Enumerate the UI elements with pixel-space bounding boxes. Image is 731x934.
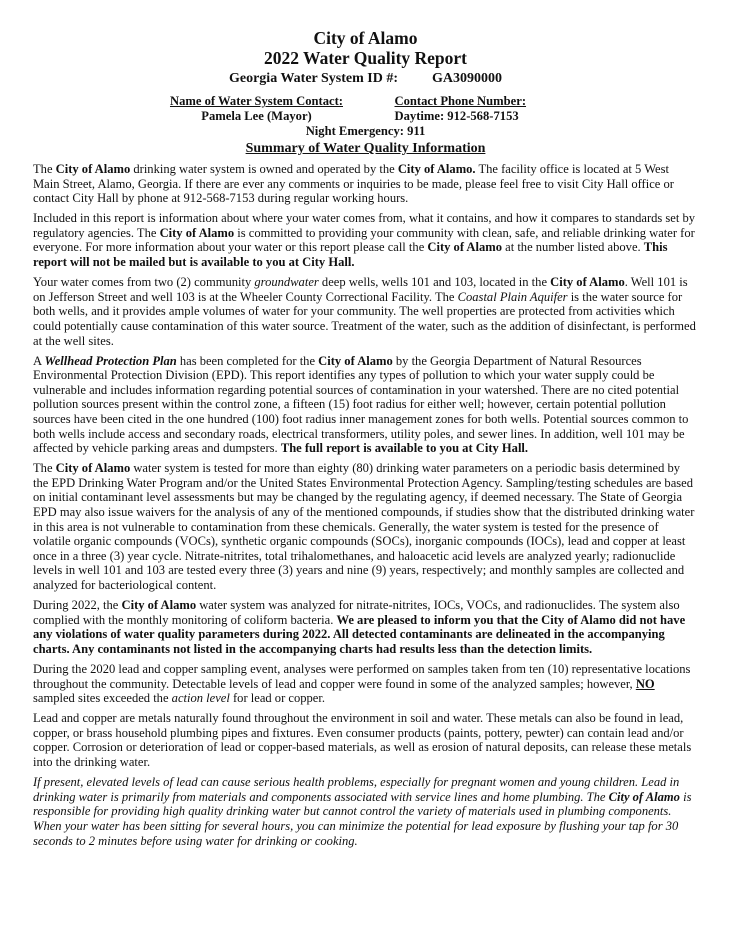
contact-name-column: [137, 94, 377, 124]
paragraph-lead-copper-sources: Lead and copper are metals naturally found throughout the environment in soil and water. These metals can also be found in lead, copper, or brass household plumbing pipes and fixtures. Even consumer products (paints, pottery, pewter) can contain lead and/or copper. Corrosion or deterioration of lead or copper-based materials, as well as erosion of natural deposits, can release these metals into the drinking water.: [33, 711, 692, 770]
paragraph-ownership: The City of Alamo drinking water system is owned and operated by the City of Alamo. The facility office is located at 5 West Main Street, Alamo, Georgia. If there are ever any comments or inquiries to be made, please feel free to visit City Hall office or contact City Hall by phone at 912-568-7153 during regular working hours.: [33, 162, 674, 206]
report-title-year: 2022 Water Quality Report: [263, 48, 468, 68]
paragraph-water-source: Your water comes from two (2) community groundwater deep wells, wells 101 and 103, located in the City of Alamo. Well 101 is on Jefferson Street and well 103 is at the Wheeler County Correctional Facility. The Coastal Plain Aquifer is the water source for both wells, and it provides ample volumes of water for your community. The well properties are protected from activities which could potentially cause contamination of this water source. Treatment of the water, such as the addition of disinfectant, is performed at the well sites.: [33, 275, 696, 348]
contact-name: Pamela Lee (Mayor): [201, 109, 312, 123]
contact-block: [33, 94, 698, 124]
contact-phone-column: [395, 94, 595, 124]
paragraph-testing: The City of Alamo water system is tested for more than eighty (80) drinking water parameters on a periodic basis determined by the EPD Drinking Water Program and/or the United States Environmental Protection Agency. Sampling/testing schedules are based on initial contaminant level assessments but may be changed by the regulating agency, if deemed necessary. The State of Georgia EPD may also issue waivers for the analysis of any of the mentioned compounds, if studies show that the distributed drinking water in this area is not vulnerable to contamination from these chemicals. Generally, the water system is tested for the presence of volatile organic compounds (VOCs), synthetic organic compounds (SOCs), inorganic compounds (IOCs), lead and copper at least once in a three (3) year cycle. Nitrate-nitrites, total trihalomethanes, and haloacetic acid levels are analyzed yearly; radionuclide levels in well 101 and 103 are tested every three (3) years and nine (9) years, respectively; and monthly samples are collected and analyzed for bacteriological content.: [33, 461, 695, 593]
paragraph-wellhead-protection: A Wellhead Protection Plan has been completed for the City of Alamo by the Georgia Department of Natural Resources Environmental Protection Division (EPD). This report identifies any types of pollution to which your water supply could be vulnerable and includes information regarding potential sources of contamination in your watershed. There are no cited potential pollution sources present within the control zone, a fifteen (15) foot radius for either well; however, certain potential pollution sources have been cited in the one hundred (100) foot radius inner management zones for both wells. Potential sources common to both wells include access and secondary roads, electrical transformers, utility poles, and sewer lines. In addition, well 101 may be affected by vehicle parking areas and dumpsters. The full report is available to you at City Hall.: [33, 353, 689, 456]
system-id-label: Georgia Water System ID #:: [228, 71, 398, 86]
paragraph-2022-results: During 2022, the City of Alamo water system was analyzed for nitrate-nitrites, IOCs, VOCs, and radionuclides. The system also complied with the monthly monitoring of coliform bacteria. We are pleased to inform you that the City of Alamo did not have any violations of water quality parameters during 2022. All detected contaminants are delineated in the accompanying charts. Any contaminants not listed in the accompanying charts had results less than the detection limits.: [33, 598, 686, 656]
contact-phone-daytime: Daytime: 912-568-7153: [394, 109, 519, 123]
summary-heading: Summary of Water Quality Information: [245, 141, 486, 156]
report-title-city: City of Alamo: [313, 28, 418, 48]
system-id-row: [33, 70, 698, 88]
paragraph-lead-health: If present, elevated levels of lead can cause serious health problems, especially for pregnant women and young children. Lead in drinking water is primarily from materials and components associated with service lines and home plumbing. The City of Alamo is responsible for providing high quality drinking water but cannot control the variety of materials used in plumbing components. When your water has been sitting for several hours, you can minimize the potential for lead exposure by flushing your tap for 30 seconds to 2 minutes before using water for drinking or cooking.: [33, 775, 692, 848]
contact-name-label: Name of Water System Contact:: [169, 94, 343, 108]
contact-phone-label: Contact Phone Number:: [394, 94, 527, 108]
system-id-value: GA3090000: [432, 71, 502, 86]
paragraph-lead-copper-sampling: During the 2020 lead and copper sampling event, analyses were performed on samples taken from ten (10) representative locations throughout the community. Detectable levels of lead and copper were found in some of the analyzed samples; however, NO sampled sites exceeded the action level for lead or copper.: [33, 662, 691, 706]
night-emergency: Night Emergency: 911: [305, 124, 426, 138]
paragraph-report-info: Included in this report is information about where your water comes from, what it contains, and how it compares to standards set by regulatory agencies. The City of Alamo is committed to providing your community with clean, safe, and reliable drinking water for everyone. For more information about your water or this report please call the City of Alamo at the number listed above. This report will not be mailed but is available to you at City Hall.: [33, 211, 696, 270]
